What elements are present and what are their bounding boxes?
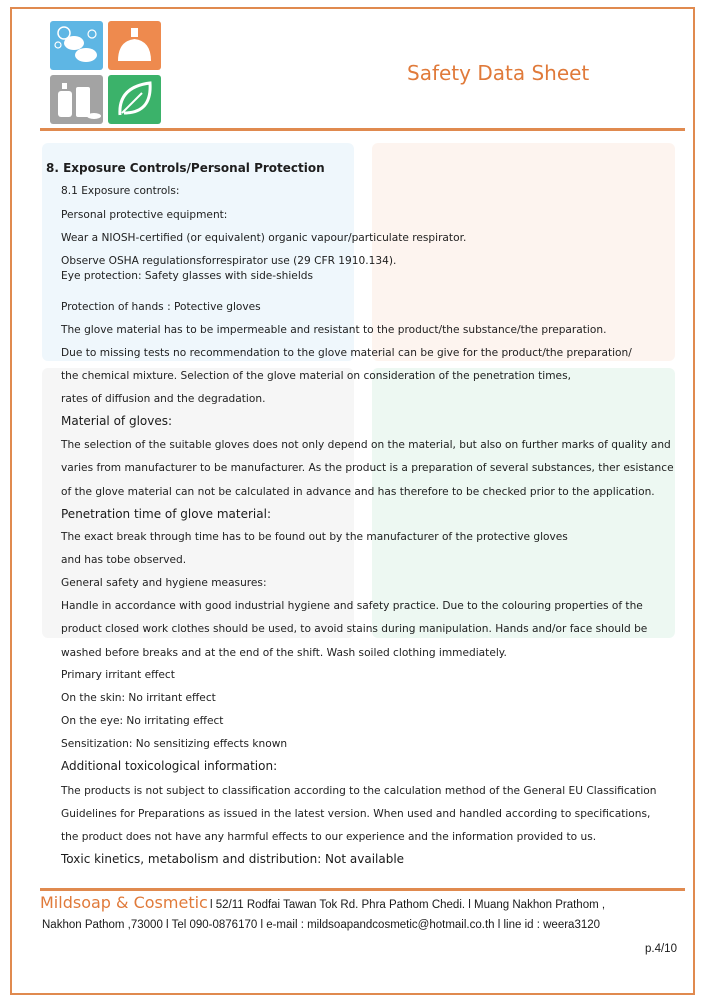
text-line: Due to missing tests no recommendation to the glove material can be give for the product/the preparation/ [61, 347, 632, 359]
text-line: Eye protection: Safety glasses with side-shields [61, 270, 314, 282]
text-line: On the skin: No irritant effect [61, 692, 216, 704]
text-line: On the eye: No irritating effect [61, 715, 224, 727]
text-line: rates of diffusion and the degradation. [61, 393, 266, 405]
text-line: The products is not subject to classification according to the calculation method of the General EU Classification [61, 785, 657, 797]
text-line: 8.1 Exposure controls: [61, 185, 180, 197]
document-title: Safety Data Sheet [407, 61, 590, 85]
text-line: washed before breaks and at the end of the shift. Wash soiled clothing immediately. [61, 647, 507, 659]
footer-divider [40, 888, 685, 891]
leaf-icon [108, 75, 161, 124]
footer-address-line2: Nakhon Pathom ,73000 l Tel 090-0876170 l e-mail : mildsoapandcosmetic@hotmail.co.th l line id : weera3120 [42, 919, 601, 931]
text-line: The glove material has to be impermeable and resistant to the product/the substance/the preparation. [61, 324, 607, 336]
text-line: Protection of hands : Potective gloves [61, 301, 261, 313]
text-line: and has tobe observed. [61, 554, 187, 566]
text-line: Sensitization: No sensitizing effects known [61, 738, 288, 750]
text-line: The exact break through time has to be found out by the manufacturer of the protective gloves [61, 531, 568, 543]
text-line: the chemical mixture. Selection of the glove material on consideration of the penetration times, [61, 370, 571, 382]
footer-brand-name: Mildsoap & Cosmetic [40, 893, 208, 912]
text-line: Personal protective equipment: [61, 209, 228, 221]
lotion-bottles-icon [50, 75, 103, 124]
subheading: Penetration time of glove material: [61, 507, 271, 521]
company-logo [50, 21, 164, 125]
text-line: The selection of the suitable gloves does not only depend on the material, but also on further marks of quality and [61, 439, 671, 451]
watermark-leaf-tile [372, 368, 675, 638]
text-line: General safety and hygiene measures: [61, 577, 267, 589]
text-line: the product does not have any harmful effects to our experience and the information provided to us. [61, 831, 597, 843]
header-divider [40, 128, 685, 131]
watermark-lotion-tile [42, 368, 354, 638]
text-line: of the glove material can not be calculated in advance and has therefore to be checked prior to the application. [61, 486, 655, 498]
subheading: Toxic kinetics, metabolism and distribution: Not available [61, 852, 405, 866]
text-line: Handle in accordance with good industrial hygiene and safety practice. Due to the colouring properties of the [61, 600, 643, 612]
section-heading: 8. Exposure Controls/Personal Protection [46, 161, 325, 175]
cosmetic-bottle-icon [108, 21, 161, 70]
soap-bubbles-icon [50, 21, 103, 70]
subheading: Additional toxicological information: [61, 759, 278, 773]
text-line: product closed work clothes should be used, to avoid stains during manipulation. Hands and/or face should be [61, 623, 648, 635]
subheading: Material of gloves: [61, 414, 173, 428]
text-line: Guidelines for Preparations as issued in the latest version. When used and handled according to specifications, [61, 808, 651, 820]
text-line: Wear a NIOSH-certified (or equivalent) organic vapour/particulate respirator. [61, 232, 467, 244]
text-line: Primary irritant effect [61, 669, 175, 681]
text-line: Observe OSHA regulationsforrespirator use (29 CFR 1910.134). [61, 255, 397, 267]
text-line: varies from manufacturer to be manufacturer. As the product is a preparation of several substances, ther esistance [61, 462, 674, 474]
footer-address-line1: l 52/11 Rodfai Tawan Tok Rd. Phra Pathom Chedi. l Muang Nakhon Prathom , [210, 899, 606, 911]
page-number: p.4/10 [645, 943, 677, 955]
